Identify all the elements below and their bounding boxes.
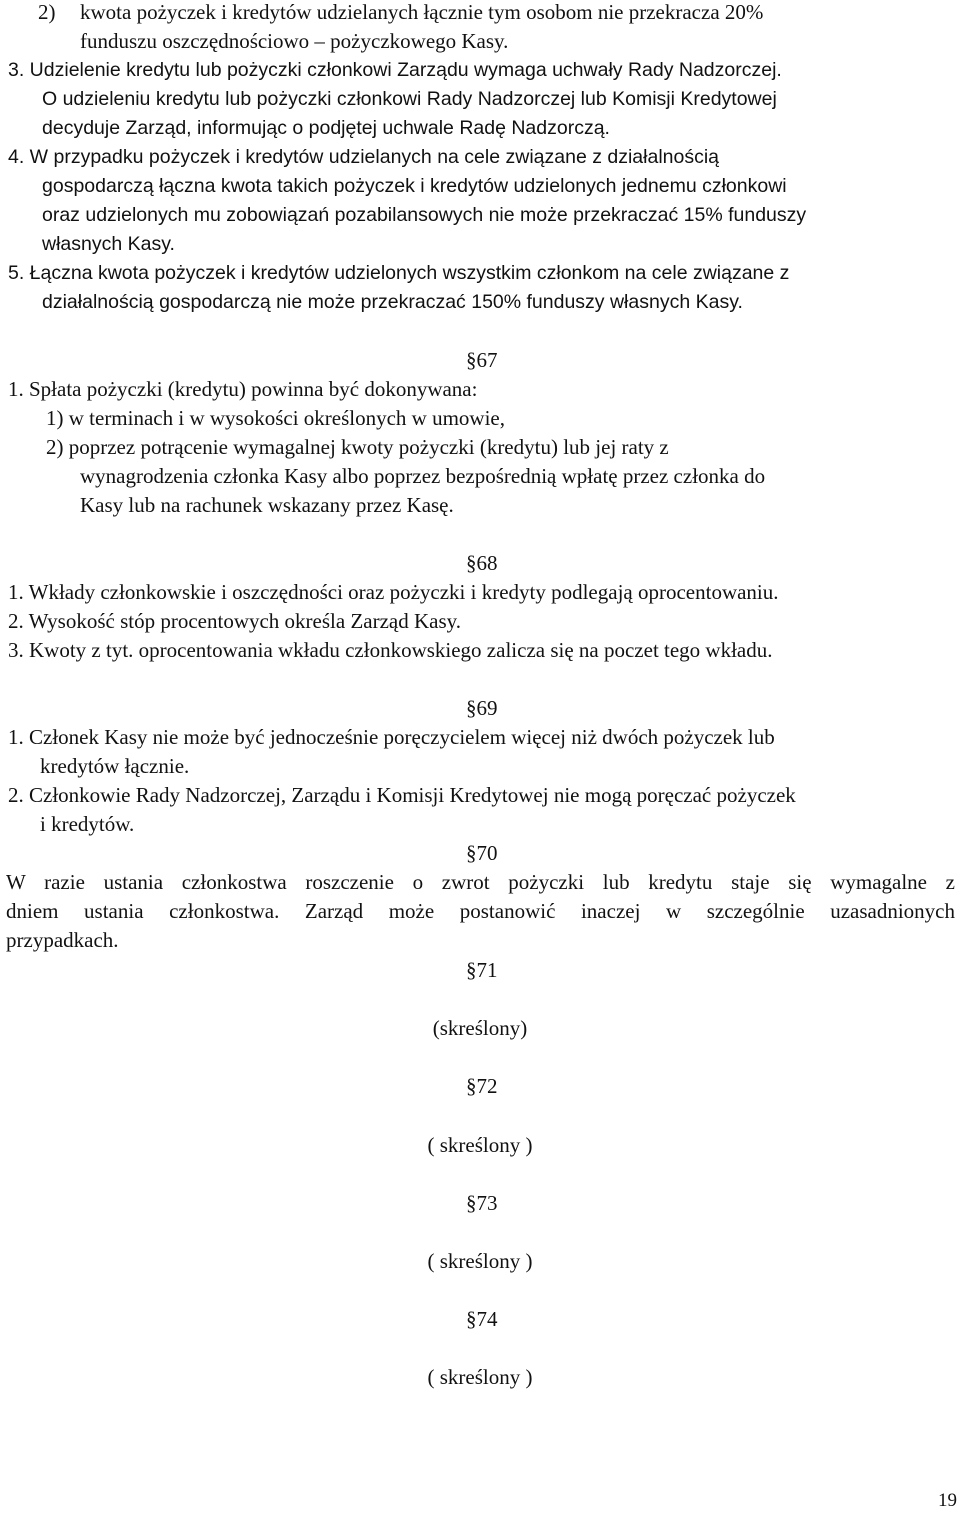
list-item: 1) w terminach i w wysokości określonych w umowie, bbox=[46, 406, 505, 430]
section-heading: §74 bbox=[466, 1307, 498, 1331]
paragraph: kredytów łącznie. bbox=[40, 754, 190, 778]
paragraph-4-line: 4. W przypadku pożyczek i kredytów udzielanych na cele związane z działalnością bbox=[8, 146, 720, 168]
paragraph-3-line: 3. Udzielenie kredytu lub pożyczki członkowi Zarządu wymaga uchwały Rady Nadzorczej. bbox=[8, 59, 782, 81]
paragraph: i kredytów. bbox=[40, 812, 135, 836]
paragraph-5-line: 5. Łączna kwota pożyczek i kredytów udzielonych wszystkim członkom na cele związane z bbox=[8, 262, 790, 284]
paragraph: 1. Wkłady członkowskie i oszczędności oraz pożyczki i kredyty podlegają oprocentowaniu. bbox=[8, 580, 779, 604]
paragraph-3-line: O udzieleniu kredytu lub pożyczki członkowi Rady Nadzorczej lub Komisji Kredytowej bbox=[42, 88, 777, 110]
paragraph: 2. Członkowie Rady Nadzorczej, Zarządu i Komisji Kredytowej nie mogą poręczać pożyczek bbox=[8, 783, 796, 807]
struck-out-note: ( skreślony ) bbox=[427, 1365, 533, 1389]
list-item-number: 2) bbox=[38, 0, 56, 24]
paragraph-4-line: własnych Kasy. bbox=[42, 233, 175, 255]
list-item-text: kwota pożyczek i kredytów udzielanych łącznie tym osobom nie przekracza 20% bbox=[80, 0, 764, 24]
section-heading: §69 bbox=[466, 696, 498, 720]
paragraph: 3. Kwoty z tyt. oprocentowania wkładu członkowskiego zalicza się na poczet tego wkładu. bbox=[8, 638, 773, 662]
struck-out-note: (skreślony) bbox=[432, 1016, 528, 1040]
paragraph-4-line: oraz udzielonych mu zobowiązań pozabilansowych nie może przekraczać 15% funduszy bbox=[42, 204, 807, 226]
struck-out-note: ( skreślony ) bbox=[427, 1133, 533, 1157]
section-heading: §67 bbox=[466, 348, 498, 372]
list-item: wynagrodzenia członka Kasy albo poprzez bezpośrednią wpłatę przez członka do bbox=[80, 464, 766, 488]
paragraph: 1. Członek Kasy nie może być jednocześnie poręczycielem więcej niż dwóch pożyczek lub bbox=[8, 725, 775, 749]
section-heading: §73 bbox=[466, 1191, 498, 1215]
paragraph-5-line: działalnością gospodarczą nie może przekraczać 150% funduszy własnych Kasy. bbox=[42, 291, 743, 313]
paragraph: dniem ustania członkostwa. Zarząd może postanowić inaczej w szczególnie uzasadnionych bbox=[6, 899, 955, 923]
section-heading: §70 bbox=[466, 841, 498, 865]
page-number: 19 bbox=[938, 1490, 957, 1511]
paragraph-4-line: gospodarczą łączna kwota takich pożyczek i kredytów udzielonych jednemu członkowi bbox=[42, 175, 787, 197]
paragraph: 2. Wysokość stóp procentowych określa Zarząd Kasy. bbox=[8, 609, 462, 633]
paragraph-3-line: decyduje Zarząd, informując o podjętej uchwale Radę Nadzorczą. bbox=[42, 117, 610, 139]
struck-out-note: ( skreślony ) bbox=[427, 1249, 533, 1273]
section-heading: §68 bbox=[466, 551, 498, 575]
section-heading: §72 bbox=[466, 1074, 498, 1098]
paragraph: 1. Spłata pożyczki (kredytu) powinna być dokonywana: bbox=[8, 377, 478, 401]
paragraph: W razie ustania członkostwa roszczenie o zwrot pożyczki lub kredytu staje się wymagalne z bbox=[6, 870, 955, 894]
list-item: 2) poprzez potrącenie wymagalnej kwoty pożyczki (kredytu) lub jej raty z bbox=[46, 435, 669, 459]
list-item: Kasy lub na rachunek wskazany przez Kasę. bbox=[80, 493, 454, 517]
paragraph: przypadkach. bbox=[6, 928, 119, 952]
section-heading: §71 bbox=[466, 958, 498, 982]
list-item-text: funduszu oszczędnościowo – pożyczkowego Kasy. bbox=[80, 29, 509, 53]
